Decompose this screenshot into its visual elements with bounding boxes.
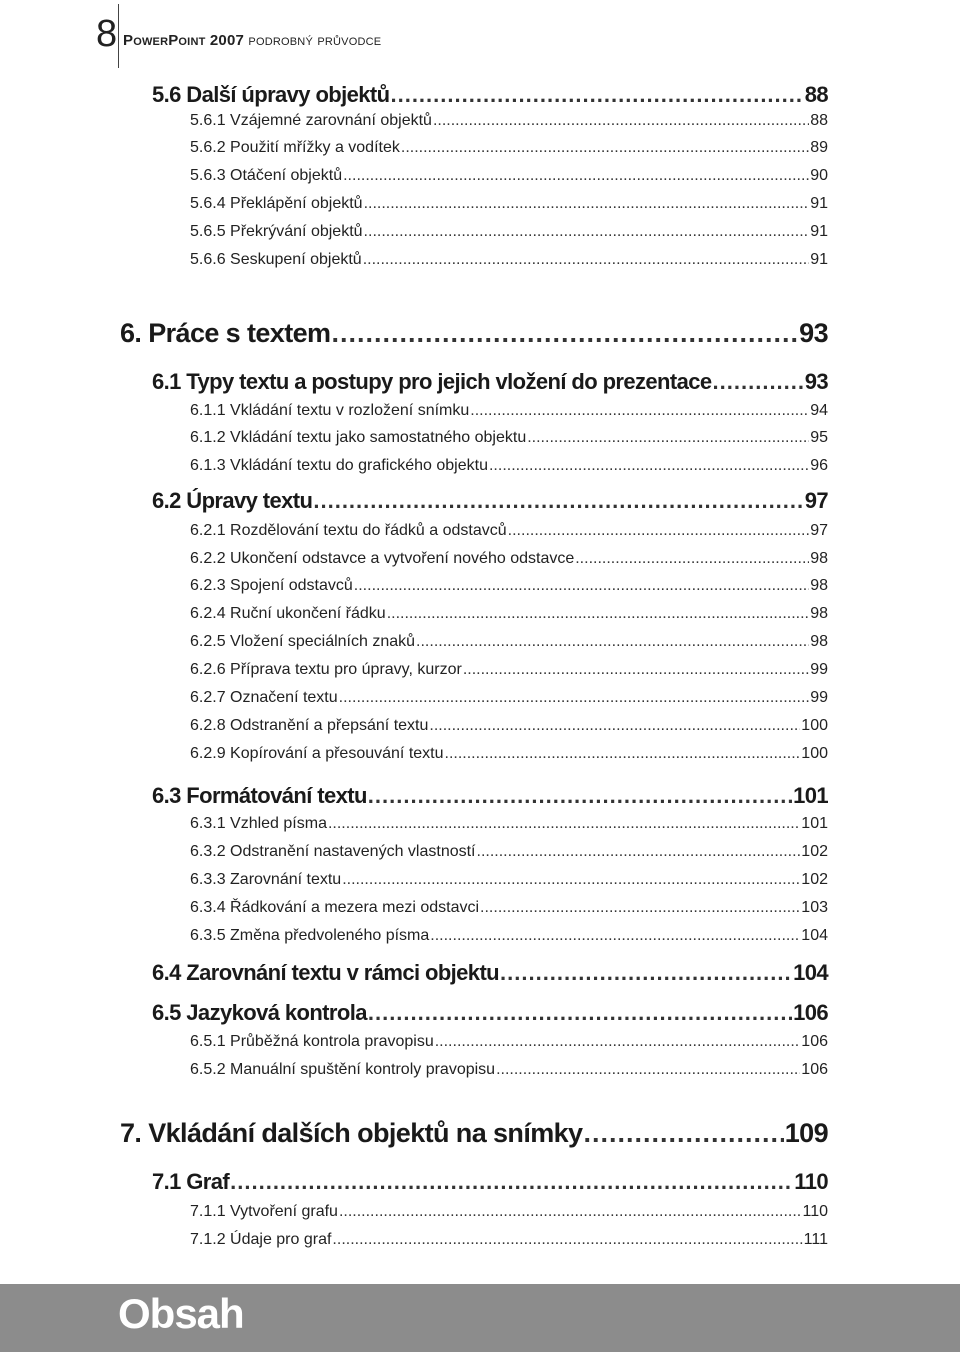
toc-subsection [190,633,828,651]
toc-subsection [190,899,828,917]
leader-dots [339,689,810,707]
toc-entry-title: 5.6.5 Překrývání objektů [190,223,363,240]
leader-dots [368,783,792,809]
toc-subsection [190,195,828,213]
leader-dots [470,402,809,420]
toc-page-number: 104 [801,927,828,944]
leader-dots [364,195,810,213]
toc-entry-title: 5.6.6 Seskupení objektů [190,251,362,268]
toc-page-number: 93 [804,369,828,394]
toc-page-number: 97 [804,488,828,513]
toc-entry-title: 6.2.1 Rozdělování textu do řádků a odstavců [190,522,507,539]
toc-subsection [190,223,828,241]
toc-subsection [190,717,828,735]
toc-entry-title: 6.1 Typy textu a postupy pro jejich vložení do prezentace [152,369,712,394]
toc-page-number: 103 [801,899,828,916]
toc-entry-title: 5.6.4 Překlápění objektů [190,195,363,212]
toc-entry-title: 7.1 Graf [152,1169,230,1194]
leader-dots [416,633,809,651]
toc-entry-title: 6.2.3 Spojení odstavců [190,577,353,594]
toc-entry-title: 6.1.3 Vkládání textu do grafického objektu [190,457,488,474]
toc-section [152,1000,828,1026]
toc-entry-title: 5.6.3 Otáčení objektů [190,167,343,184]
leader-dots [430,927,800,945]
toc-page-number: 102 [801,871,828,888]
toc-subsection [190,745,828,763]
toc-subsection [190,661,828,679]
leader-dots [583,1118,783,1149]
toc-page-number: 110 [794,1169,828,1194]
toc-page-number: 101 [793,783,828,808]
toc-section [152,82,828,108]
toc-page-number: 102 [801,843,828,860]
toc-section [152,960,828,986]
toc-entry-title: 5.6.1 Vzájemné zarovnání objektů [190,112,432,129]
toc-entry-title: 6.2.9 Kopírování a přesouvání textu [190,745,444,762]
toc-page-number: 98 [810,577,828,594]
book-title-main: PowerPoint 2007 [123,32,245,49]
toc-subsection [190,112,828,130]
toc-subsection [190,927,828,945]
leader-dots [463,661,809,679]
toc-section [152,369,828,395]
toc-entry-title: 7.1.1 Vytvoření grafu [190,1203,338,1220]
toc-page-number: 98 [810,633,828,650]
toc-chapter [120,318,828,349]
toc-entry-title: 7. Vkládání dalších objektů na snímky [120,1118,583,1148]
toc-entry-title: 5.6 Další úpravy objektů [152,82,390,107]
leader-dots [313,488,803,514]
toc-page-number: 90 [810,167,828,184]
toc-page-number: 100 [801,717,828,734]
toc-page-number: 106 [793,1000,828,1025]
leader-dots [575,550,809,568]
toc-entry-title: 6.1.1 Vkládání textu v rozložení snímku [190,402,470,419]
toc-page-number: 91 [810,251,828,268]
toc-page-number: 106 [801,1033,828,1050]
toc-entry-title: 6.3 Formátování textu [152,783,367,808]
toc-page-number: 101 [801,815,828,832]
section-label: Obsah [118,1290,244,1337]
toc-subsection [190,1061,828,1079]
toc-page-number: 97 [810,522,828,539]
toc-page-number: 104 [793,960,828,985]
leader-dots [433,112,809,130]
book-title-subtitle: podrobný průvodce [248,32,382,49]
toc-subsection [190,871,828,889]
toc-subsection [190,522,828,540]
toc-entry-title: 6.2.6 Příprava textu pro úpravy, kurzor [190,661,462,678]
toc-entry-title: 6.3.1 Vzhled písma [190,815,327,832]
leader-dots [343,167,809,185]
toc-subsection [190,815,828,833]
leader-dots [328,815,800,833]
toc-entry-title: 7.1.2 Údaje pro graf [190,1231,332,1248]
toc-section [152,1169,828,1195]
toc-entry-title: 6.2.7 Označení textu [190,689,338,706]
toc-subsection [190,251,828,269]
toc-chapter [120,1118,828,1149]
leader-dots [387,605,810,623]
toc-subsection [190,429,828,447]
leader-dots [390,82,803,108]
toc-entry-title: 6. Práce s textem [120,318,331,348]
toc-subsection [190,167,828,185]
toc-page-number: 99 [810,689,828,706]
leader-dots [713,369,804,395]
toc-entry-title: 6.5.2 Manuální spuštění kontroly pravopisu [190,1061,496,1078]
toc-section [152,488,828,514]
leader-dots [508,522,810,540]
toc-page-number: 91 [810,195,828,212]
toc-subsection [190,1231,828,1249]
toc-page-number: 106 [801,1061,828,1078]
toc-entry-title: 6.2 Úpravy textu [152,488,313,513]
leader-dots [354,577,809,595]
leader-dots [230,1169,793,1195]
toc-entry-title: 6.2.5 Vložení speciálních znaků [190,633,416,650]
toc-section [152,783,828,809]
toc-entry-title: 6.3.4 Řádkování a mezera mezi odstavci [190,899,480,916]
toc-page-number: 98 [810,550,828,567]
toc-entry-title: 6.2.2 Ukončení odstavce a vytvoření nového odstavce [190,550,575,567]
leader-dots [363,251,810,269]
page-number: 8 [96,13,118,55]
toc-page-number: 98 [810,605,828,622]
leader-dots [496,1061,800,1079]
leader-dots [435,1033,801,1051]
toc-page-number: 94 [810,402,828,419]
leader-dots [364,223,810,241]
leader-dots [527,429,809,447]
toc-entry-title: 6.3.3 Zarovnání textu [190,871,342,888]
toc-page-number: 109 [784,1118,828,1148]
toc-subsection [190,605,828,623]
toc-subsection [190,402,828,420]
leader-dots [342,871,800,889]
leader-dots [401,139,809,157]
toc-page-number: 111 [803,1231,828,1248]
toc-entry-title: 6.5 Jazyková kontrola [152,1000,367,1025]
toc-subsection [190,457,828,475]
toc-page-number: 100 [801,745,828,762]
toc-subsection [190,689,828,707]
leader-dots [332,1231,802,1249]
leader-dots [445,745,801,763]
toc-subsection [190,139,828,157]
toc-entry-title: 5.6.2 Použití mřížky a vodítek [190,139,400,156]
toc-entry-title: 6.3.2 Odstranění nastavených vlastností [190,843,476,860]
toc-entry-title: 6.2.8 Odstranění a přepsání textu [190,717,429,734]
toc-page-number: 99 [810,661,828,678]
toc-page-number: 110 [802,1203,828,1220]
leader-dots [500,960,792,986]
toc-page-number: 88 [810,112,828,129]
leader-dots [331,318,798,349]
toc-entry-title: 6.4 Zarovnání textu v rámci objektu [152,960,500,985]
toc-subsection [190,1033,828,1051]
toc-entry-title: 6.1.2 Vkládání textu jako samostatného objektu [190,429,527,446]
toc-subsection [190,550,828,568]
leader-dots [480,899,800,917]
toc-page-number: 89 [810,139,828,156]
toc-subsection [190,843,828,861]
toc-page-number: 96 [810,457,828,474]
toc-entry-title: 6.2.4 Ruční ukončení řádku [190,605,386,622]
toc-entry-title: 6.5.1 Průběžná kontrola pravopisu [190,1033,434,1050]
leader-dots [489,457,809,475]
toc-entry-title: 6.3.5 Změna předvoleného písma [190,927,430,944]
toc-page-number: 91 [810,223,828,240]
toc-page-number: 95 [810,429,828,446]
leader-dots [368,1000,792,1026]
leader-dots [477,843,801,861]
toc-subsection [190,1203,828,1221]
toc-page-number: 93 [799,318,828,348]
leader-dots [339,1203,802,1221]
toc-page-number: 88 [804,82,828,107]
leader-dots [429,717,800,735]
toc-subsection [190,577,828,595]
